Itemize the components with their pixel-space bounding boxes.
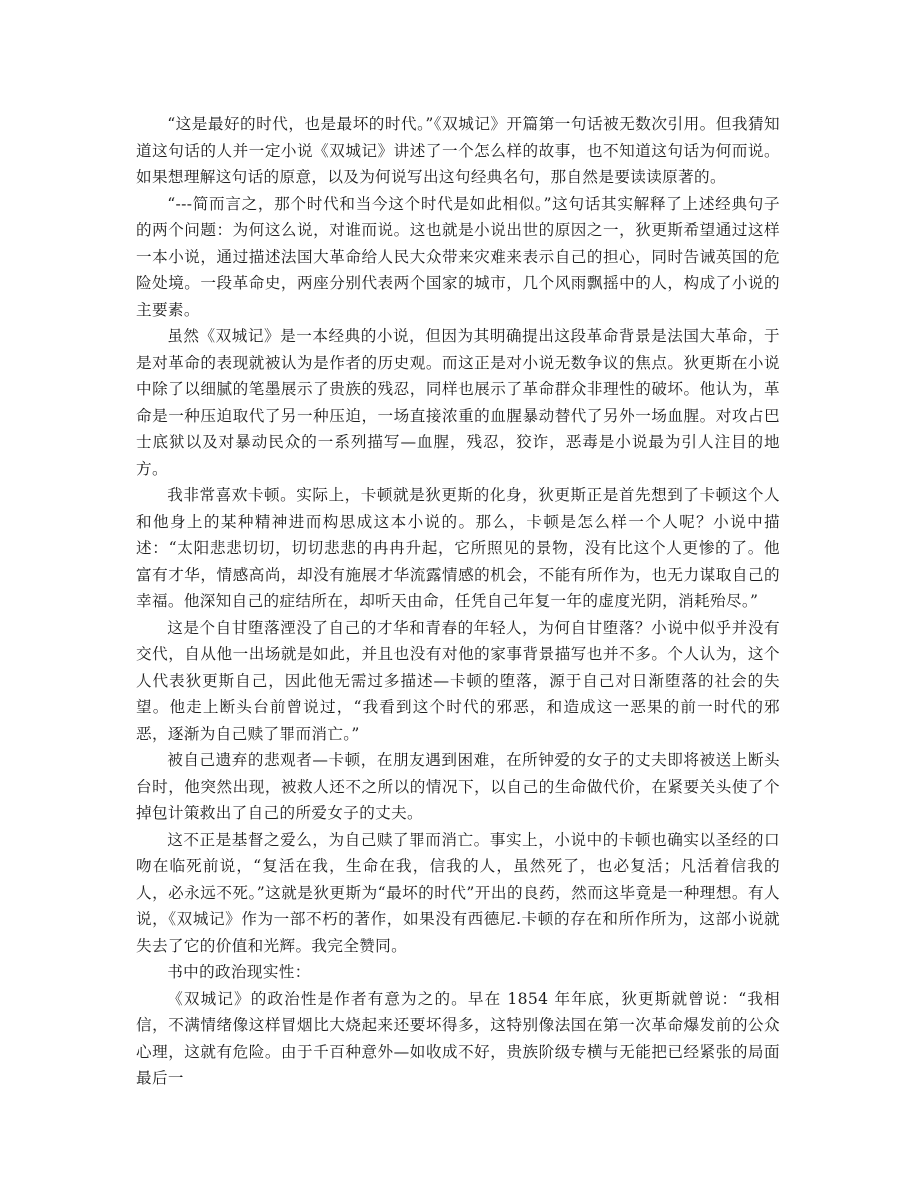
paragraph-revolution-view: 虽然《双城记》是一本经典的小说，但因为其明确提出这段革命背景是法国大革命，于是对革命的表现就被认为是作者的历史观。而这正是对小说无数争议的焦点。狄更斯在小说中除了以细腻的笔墨展示了贵族的残忍，同样也展示了革命群众非理性的破坏。他认为，革命是一种压迫取代了另一种压迫，一场直接浓重的血腥暴动替代了另外一场血腥。对攻占巴士底狱以及对暴动民众的一系列描写—血腥，残忍，狡诈，恶毒是小说最为引人注目的地方。 (136, 327, 780, 478)
paragraph-political-nature: 《双城记》的政治性是作者有意为之的。早在 1854 年年底，狄更斯就曾说：“我相信，不满情绪像这样冒烟比大烧起来还要坏得多，这特别像法国在第一次革命爆发前的公众心理，这就有危险。由于千百种意外—如收成不好，贵族阶级专横与无能把已经紧张的局面最后一 (136, 989, 780, 1087)
paragraph-christian-love: 这不正是基督之爱么，为自己赎了罪而消亡。事实上，小说中的卡顿也确实以圣经的口吻在临死前说，“复活在我，生命在我，信我的人，虽然死了，也必复活；凡活着信我的人，必永远不死。”这就是狄更斯为“最坏的时代”开出的良药，然而这毕竟是一种理想。有人说，《双城记》作为一部不朽的著作，如果没有西德尼.卡顿的存在和所作所为，这部小说就失去了它的价值和光辉。我完全赞同。 (136, 830, 780, 955)
paragraph-opening-quote: “这是最好的时代，也是最坏的时代。”《双城记》开篇第一句话被无数次引用。但我猜知道这句话的人并一定小说《双城记》讲述了一个怎么样的故事，也不知道这句话为何而说。如果想理解这句话的原意，以及为何说写出这句经典名句，那自然是要读读原著的。 (136, 115, 780, 186)
paragraph-carton-description: 我非常喜欢卡顿。实际上，卡顿就是狄更斯的化身，狄更斯正是首先想到了卡顿这个人和他身上的某种精神进而构思成这本小说的。那么，卡顿是怎么样一个人呢？小说中描述：“太阳悲悲切切，切切悲悲的冉冉升起，它所照见的景物，没有比这个人更惨的了。他富有才华，情感高尚，却没有施展才华流露情感的机会，不能有所作为，也无力谋取自己的幸福。他深知自己的症结所在，却听天由命，任凭自己年复一年的虚度光阴，消耗殆尽。” (136, 486, 780, 610)
paragraph-era-comparison: “---简而言之，那个时代和当今这个时代是如此相似。”这句话其实解释了上述经典句子的两个问题：为何这么说，对谁而说。这也就是小说出世的原因之一，狄更斯希望通过这样一本小说，通过描述法国大革命给人民大众带来灾难来表示自己的担心，同时告诫英国的危险处境。一段革命史，两座分别代表两个国家的城市，几个风雨飘摇中的人，构成了小说的主要素。 (136, 194, 780, 319)
paragraph-carton-fall: 这是个自甘堕落湮没了自己的才华和青春的年轻人，为何自甘堕落？小说中似乎并没有交代，自从他一出场就是如此，并且也没有对他的家事背景描写也并不多。个人认为，这个人代表狄更斯自己，因此他无需过多描述—卡顿的堕落，源于自己对日渐堕落的社会的失望。他走上断头台前曾说过，“我看到这个时代的邪恶，和造成这一恶果的前一时代的邪恶，逐渐为自己赎了罪而消亡。” (136, 618, 780, 743)
section-heading-political-reality: 书中的政治现实性： (167, 963, 311, 981)
document-page (136, 0, 780, 1191)
paragraph-carton-sacrifice: 被自己遗弃的悲观者—卡顿，在朋友遇到困难，在所钟爱的女子的丈夫即将被送上断头台时，他突然出现，被救人还不之所以的情况下，以自己的生命做代价，在紧要关头使了个掉包计策救出了自己的所爱女子的丈夫。 (136, 751, 780, 822)
